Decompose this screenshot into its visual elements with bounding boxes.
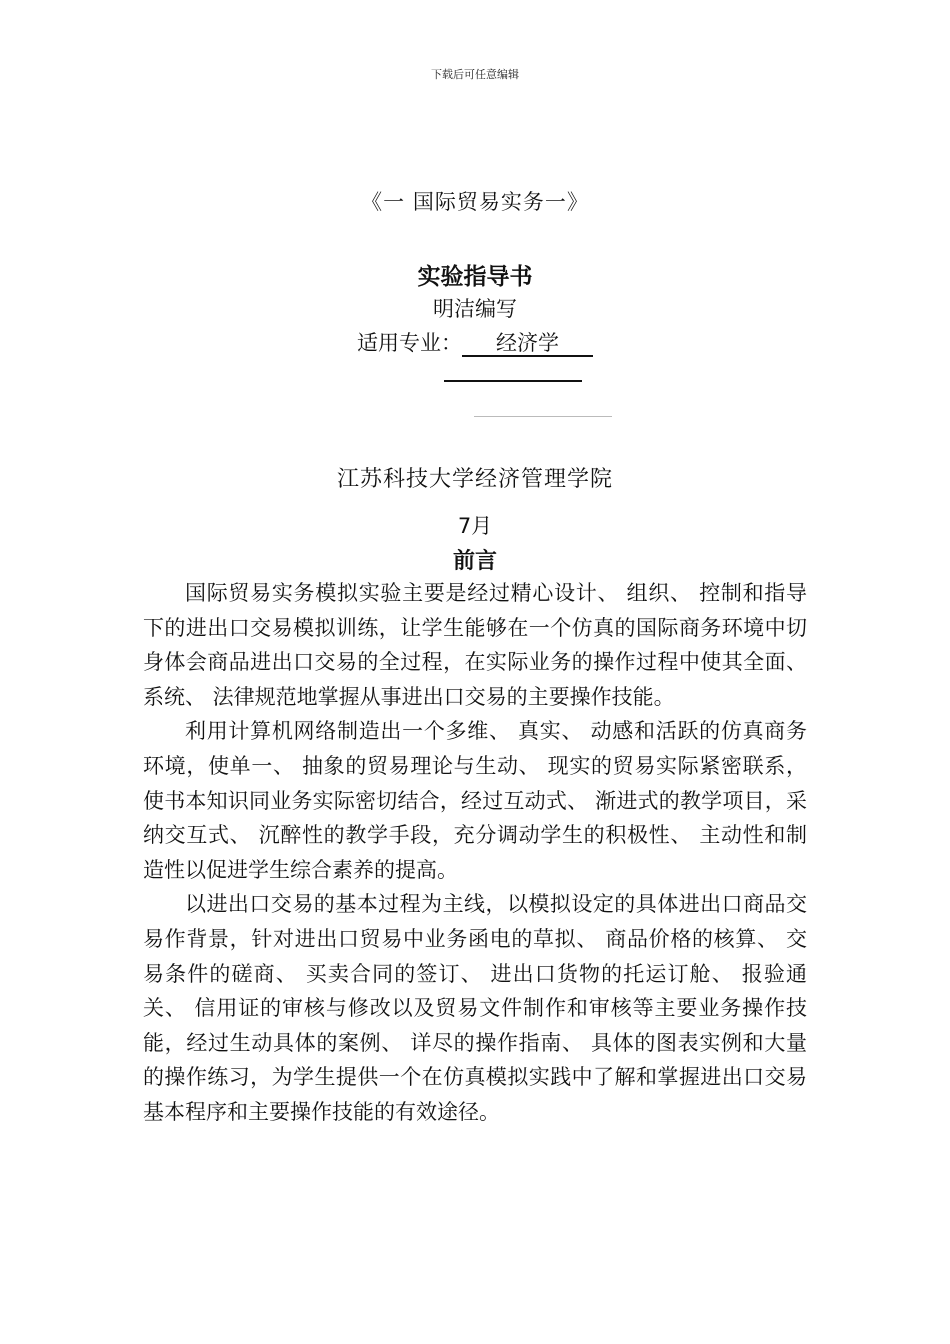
author-line: 明洁编写 <box>433 297 517 321</box>
guide-title: 实验指导书 <box>417 264 533 290</box>
college-name: 江苏科技大学经济管理学院 <box>336 467 613 492</box>
preface-paragraph: 利用计算机网络制造出一个多维、 真实、 动感和活跃的仿真商务环境，使单一、 抽象的贸易理论与生动、 现实的贸易实际紧密联系，使书本知识同业务实际密切结合，经过互动式、 渐进式的教学项目，采纳交互式、 沉醉性的教学手段，充分调动学生的积极性、 主动性和制造性以促进学生综合素养的提高。 <box>143 719 807 882</box>
preface-paragraph: 以进出口交易的基本过程为主线，以模拟设定的具体进出口商品交易作背景，针对进出口贸易中业务函电的草拟、 商品价格的核算、 交易条件的磋商、 买卖合同的签订、 进出口货物的托运订舱、 报验通关、 信用证的审核与修改以及贸易文件制作和审核等主要业务操作技能，经过生动具体的案例、 详尽的操作指南、 具体的图表实例和大量的操作练习，为学生提供一个在仿真模拟实践中了解和掌握进出口交易基本程序和主要操作技能的有效途径。 <box>143 892 807 1124</box>
preface-paragraph: 国际贸易实务模拟实验主要是经过精心设计、 组织、 控制和指导下的进出口交易模拟训练，让学生能够在一个仿真的国际商务环境中切身体会商品进出口交易的全过程，在实际业务的操作过程中使其全面、 系统、 法律规范地掌握从事进出口交易的主要操作技能。 <box>143 581 807 709</box>
major-label: 适用专业： <box>357 331 462 355</box>
divider-line <box>474 416 612 417</box>
preface-body <box>143 576 807 1130</box>
preface-title: 前言 <box>452 549 497 574</box>
header-note: 下载后可任意编辑 <box>431 68 519 81</box>
major-line <box>0 327 950 357</box>
blank-underline <box>444 380 582 382</box>
date-line: 7月 <box>457 514 493 538</box>
course-title: 《一 国际贸易实务一》 <box>361 190 589 214</box>
major-value: 经济学 <box>462 331 593 357</box>
